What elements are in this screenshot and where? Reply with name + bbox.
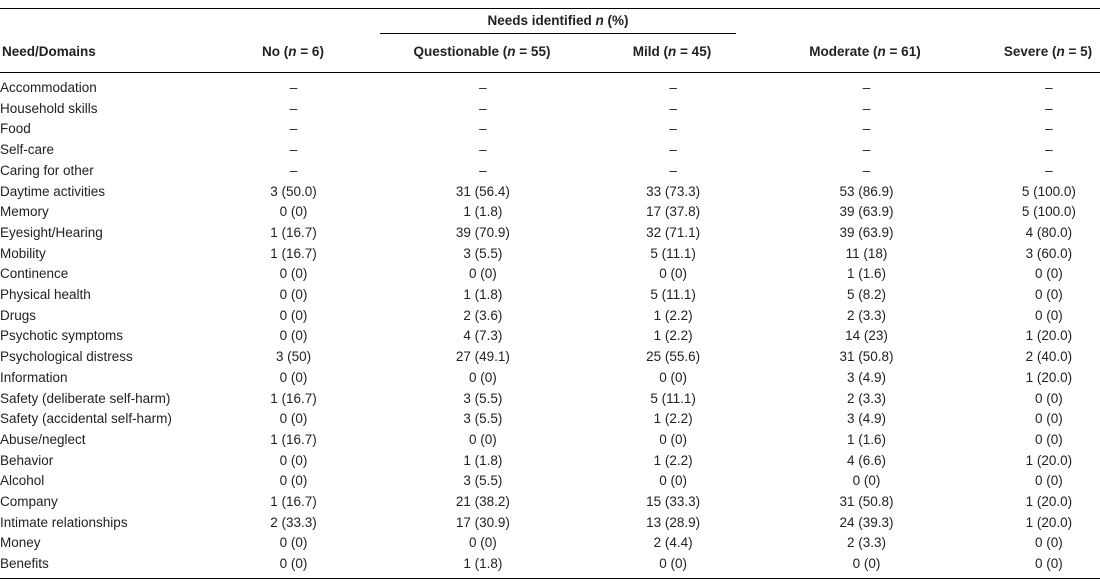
spacer-cell <box>743 513 791 534</box>
mild-cell: 15 (33.3) <box>646 494 701 510</box>
spacer-cell <box>942 264 998 285</box>
spacer-cell <box>573 368 603 389</box>
mild-cell: 0 (0) <box>659 431 688 447</box>
spacer-cell <box>743 492 791 513</box>
moderate-cell: – <box>862 142 871 158</box>
no-cell: 0 (0) <box>279 204 308 220</box>
severe-cell: – <box>1045 100 1053 116</box>
severe-cell: 1 (20.0) <box>1025 369 1073 385</box>
spacer-cell <box>942 202 998 223</box>
mild-cell: – <box>669 121 677 137</box>
spacer-cell <box>942 140 998 161</box>
spacer-cell <box>339 430 393 451</box>
mild-cell: 33 (73.3) <box>646 183 701 199</box>
mild-cell: 17 (37.8) <box>646 204 701 220</box>
no-cell: – <box>289 80 298 95</box>
questionable-cell: 0 (0) <box>468 535 497 551</box>
mild-cell: – <box>669 80 677 95</box>
moderate-cell: 3 (4.9) <box>846 369 887 385</box>
spacer-cell <box>573 202 603 223</box>
table-row <box>0 347 1100 368</box>
spacer-cell <box>339 244 393 265</box>
moderate-cell: 0 (0) <box>852 556 881 572</box>
spacer-cell <box>942 492 998 513</box>
moderate-cell: – <box>862 80 871 95</box>
severe-cell: 0 (0) <box>1034 411 1063 427</box>
column-header-n: n <box>507 44 516 59</box>
spacer-cell <box>743 244 791 265</box>
column-header-label: Questionable ( <box>413 44 508 59</box>
mild-cell: 13 (28.9) <box>646 514 701 530</box>
need-cell: Drugs <box>0 307 37 323</box>
severe-cell: – <box>1045 142 1053 158</box>
table-row <box>0 326 1100 347</box>
spacer-cell <box>743 285 791 306</box>
mild-cell: 0 (0) <box>659 473 688 489</box>
mild-cell: – <box>669 162 677 178</box>
spacer-cell <box>339 202 393 223</box>
severe-cell: 1 (20.0) <box>1025 328 1073 344</box>
questionable-cell: 21 (38.2) <box>455 494 510 510</box>
spacer-cell <box>339 389 393 410</box>
column-header-count: = 45) <box>676 44 712 59</box>
spacer-cell <box>942 285 998 306</box>
moderate-cell: 2 (3.3) <box>846 390 887 406</box>
need-cell: Alcohol <box>0 473 45 489</box>
mild-cell: 25 (55.6) <box>646 349 701 365</box>
need-cell: Household skills <box>0 100 98 116</box>
mild-cell: 1 (2.2) <box>653 307 693 323</box>
questionable-cell: 17 (30.9) <box>455 514 510 530</box>
table-row <box>0 368 1100 389</box>
column-header-count: = 55) <box>515 44 551 59</box>
column-header-need-domains <box>2 44 96 59</box>
table-row <box>0 119 1100 140</box>
span-header-text: Needs identified <box>487 13 596 28</box>
table-row <box>0 244 1100 265</box>
spacer-cell <box>339 451 393 472</box>
questionable-cell: 39 (70.9) <box>455 224 510 240</box>
spacer-cell <box>942 513 998 534</box>
spacer-cell <box>573 389 603 410</box>
severe-cell: 5 (100.0) <box>1021 183 1076 199</box>
table-top-rule <box>0 8 1100 9</box>
spacer-cell <box>942 347 998 368</box>
moderate-cell: 14 (23) <box>845 328 888 344</box>
need-cell: Eyesight/Hearing <box>0 224 103 240</box>
no-cell: – <box>289 162 298 178</box>
spacer-cell <box>339 182 393 203</box>
questionable-cell: 2 (3.6) <box>463 307 503 323</box>
spacer-cell <box>573 347 603 368</box>
spacer-cell <box>942 471 998 492</box>
spacer-cell <box>743 119 791 140</box>
needs-identified-rule <box>380 33 736 34</box>
table-row <box>0 182 1100 203</box>
need-cell: Behavior <box>0 452 54 468</box>
no-cell: 1 (16.7) <box>270 245 317 261</box>
severe-cell: 1 (20.0) <box>1025 514 1073 530</box>
severe-cell: 1 (20.0) <box>1025 452 1073 468</box>
mild-cell: 32 (71.1) <box>646 224 701 240</box>
spacer-cell <box>743 161 791 182</box>
questionable-cell: 0 (0) <box>468 369 497 385</box>
spacer-cell <box>339 471 393 492</box>
questionable-cell: 27 (49.1) <box>455 349 510 365</box>
table-body <box>0 78 1100 575</box>
span-header-italic: n <box>595 13 604 28</box>
need-cell: Abuse/neglect <box>0 431 86 447</box>
questionable-cell: 0 (0) <box>468 431 497 447</box>
questionable-cell: – <box>479 121 487 137</box>
column-header-label: Need/Domains <box>2 44 96 59</box>
spacer-cell <box>573 285 603 306</box>
column-header-label: No ( <box>262 44 289 59</box>
spacer-cell <box>339 368 393 389</box>
spacer-cell <box>573 182 603 203</box>
table-row <box>0 202 1100 223</box>
moderate-cell: 1 (1.6) <box>846 266 887 282</box>
moderate-cell: – <box>862 100 871 116</box>
need-cell: Continence <box>0 266 69 282</box>
need-cell: Benefits <box>0 556 49 572</box>
no-cell: 1 (16.7) <box>270 494 317 510</box>
no-cell: 1 (16.7) <box>270 224 317 240</box>
no-cell: 0 (0) <box>279 307 308 323</box>
no-cell: 0 (0) <box>279 452 308 468</box>
spacer-cell <box>743 99 791 120</box>
spacer-cell <box>573 161 603 182</box>
questionable-cell: 1 (1.8) <box>463 556 503 572</box>
spacer-cell <box>339 161 393 182</box>
moderate-cell: 31 (50.8) <box>839 494 894 510</box>
moderate-cell: 4 (6.6) <box>846 452 887 468</box>
spacer-cell <box>942 326 998 347</box>
table-row <box>0 409 1100 430</box>
spacer-cell <box>743 471 791 492</box>
spacer-cell <box>573 409 603 430</box>
table-row <box>0 285 1100 306</box>
need-cell: Psychological distress <box>0 349 133 365</box>
mild-cell: 0 (0) <box>659 556 688 572</box>
questionable-cell: 3 (5.5) <box>463 411 503 427</box>
questionable-cell: – <box>479 80 487 95</box>
spacer-cell <box>743 202 791 223</box>
spacer-cell <box>743 430 791 451</box>
column-header-label: Severe ( <box>1003 44 1057 59</box>
spacer-cell <box>743 368 791 389</box>
moderate-cell: 53 (86.9) <box>839 183 894 199</box>
moderate-cell: 0 (0) <box>852 473 881 489</box>
column-header-moderate <box>790 44 940 59</box>
mild-cell: 1 (2.2) <box>653 411 693 427</box>
mild-cell: 5 (11.1) <box>650 390 696 406</box>
no-cell: 2 (33.3) <box>270 514 317 530</box>
spacer-cell <box>573 78 603 99</box>
need-cell: Safety (accidental self-harm) <box>0 411 172 427</box>
spacer-cell <box>339 533 393 554</box>
column-header-label: Moderate ( <box>809 44 878 59</box>
mild-cell: – <box>669 142 677 158</box>
need-cell: Intimate relationships <box>0 514 128 530</box>
mild-cell: 2 (4.4) <box>653 535 693 551</box>
table-row <box>0 161 1100 182</box>
spacer-cell <box>573 244 603 265</box>
column-header-questionable <box>392 44 572 59</box>
need-cell: Psychotic symptoms <box>0 328 124 344</box>
spacer-cell <box>339 409 393 430</box>
questionable-cell: 1 (1.8) <box>463 204 503 220</box>
need-cell: Physical health <box>0 287 91 303</box>
table-row <box>0 264 1100 285</box>
no-cell: 0 (0) <box>279 556 308 572</box>
need-cell: Safety (deliberate self-harm) <box>0 390 171 406</box>
spacer-cell <box>743 326 791 347</box>
spacer-cell <box>743 451 791 472</box>
spacer-cell <box>573 140 603 161</box>
spacer-cell <box>339 264 393 285</box>
moderate-cell: 24 (39.3) <box>839 514 894 530</box>
table-row <box>0 513 1100 534</box>
no-cell: 0 (0) <box>279 287 308 303</box>
need-cell: Memory <box>0 204 49 220</box>
severe-cell: – <box>1045 121 1053 137</box>
spacer-cell <box>743 78 791 99</box>
questionable-cell: 0 (0) <box>468 266 497 282</box>
questionable-cell: 4 (7.3) <box>463 328 503 344</box>
spacer-cell <box>339 492 393 513</box>
spacer-cell <box>942 554 998 575</box>
moderate-cell: 2 (3.3) <box>846 535 887 551</box>
column-header-count: = 5) <box>1064 44 1093 59</box>
severe-cell: 2 (40.0) <box>1025 349 1073 365</box>
questionable-cell: – <box>479 100 487 116</box>
mild-cell: 5 (11.1) <box>650 245 696 261</box>
need-cell: Information <box>0 369 68 385</box>
spacer-cell <box>743 347 791 368</box>
table-row <box>0 554 1100 575</box>
spacer-cell <box>573 99 603 120</box>
spacer-cell <box>942 368 998 389</box>
spacer-cell <box>942 223 998 244</box>
need-cell: Daytime activities <box>0 183 106 199</box>
no-cell: 0 (0) <box>279 266 308 282</box>
needs-table <box>0 78 1100 575</box>
no-cell: 0 (0) <box>279 369 308 385</box>
spacer-cell <box>339 347 393 368</box>
table-row <box>0 471 1100 492</box>
spacer-cell <box>573 513 603 534</box>
moderate-cell: – <box>862 162 871 178</box>
severe-cell: 0 (0) <box>1034 473 1063 489</box>
table-row <box>0 533 1100 554</box>
table-row <box>0 223 1100 244</box>
no-cell: 0 (0) <box>279 328 308 344</box>
mild-cell: 5 (11.1) <box>650 287 696 303</box>
table-row <box>0 306 1100 327</box>
column-header-n: n <box>668 44 677 59</box>
moderate-cell: 5 (8.2) <box>846 287 887 303</box>
need-cell: Company <box>0 494 58 510</box>
severe-cell: – <box>1045 80 1053 95</box>
questionable-cell: 3 (5.5) <box>463 473 503 489</box>
table-row <box>0 78 1100 99</box>
spacer-cell <box>339 140 393 161</box>
spacer-cell <box>942 306 998 327</box>
need-cell: Mobility <box>0 245 46 261</box>
spacer-cell <box>942 119 998 140</box>
need-cell: Money <box>0 535 41 551</box>
column-header-count: = 61) <box>885 44 921 59</box>
mild-cell: – <box>669 100 677 116</box>
questionable-cell: 3 (5.5) <box>463 390 503 406</box>
no-cell: 0 (0) <box>279 411 308 427</box>
spacer-cell <box>339 326 393 347</box>
questionable-cell: 3 (5.5) <box>463 245 503 261</box>
spacer-cell <box>573 264 603 285</box>
no-cell: – <box>289 100 298 116</box>
severe-cell: – <box>1045 162 1053 178</box>
mild-cell: 0 (0) <box>659 369 688 385</box>
table-row <box>0 430 1100 451</box>
need-cell: Food <box>0 121 31 137</box>
spacer-cell <box>339 99 393 120</box>
spacer-cell <box>339 285 393 306</box>
moderate-cell: 3 (4.9) <box>846 411 887 427</box>
mild-cell: 1 (2.2) <box>653 328 693 344</box>
moderate-cell: 1 (1.6) <box>846 431 887 447</box>
spacer-cell <box>339 554 393 575</box>
table-row <box>0 140 1100 161</box>
spacer-cell <box>942 451 998 472</box>
column-header-label: Mild ( <box>632 44 669 59</box>
spacer-cell <box>339 78 393 99</box>
questionable-cell: 1 (1.8) <box>463 452 503 468</box>
no-cell: 3 (50.0) <box>270 183 317 199</box>
spacer-cell <box>743 306 791 327</box>
table-bottom-rule <box>0 578 1100 579</box>
spacer-cell <box>573 326 603 347</box>
spacer-cell <box>339 223 393 244</box>
table-row <box>0 99 1100 120</box>
spacer-cell <box>573 471 603 492</box>
spacer-cell <box>743 182 791 203</box>
span-header-suffix: (%) <box>603 13 629 28</box>
spacer-cell <box>942 409 998 430</box>
no-cell: 0 (0) <box>279 535 308 551</box>
column-header-severe <box>996 44 1100 59</box>
spacer-cell <box>573 533 603 554</box>
spacer-cell <box>743 389 791 410</box>
spacer-cell <box>942 244 998 265</box>
no-cell: 1 (16.7) <box>270 431 317 447</box>
moderate-cell: 39 (63.9) <box>839 224 894 240</box>
spacer-cell <box>339 513 393 534</box>
severe-cell: 1 (20.0) <box>1025 494 1073 510</box>
moderate-cell: 11 (18) <box>845 245 888 261</box>
spacer-cell <box>942 99 998 120</box>
column-header-n: n <box>1056 44 1065 59</box>
spacer-cell <box>743 140 791 161</box>
spacer-cell <box>743 223 791 244</box>
spacer-cell <box>942 430 998 451</box>
severe-cell: 3 (60.0) <box>1025 245 1073 261</box>
severe-cell: 0 (0) <box>1034 307 1063 323</box>
no-cell: 1 (16.7) <box>270 390 317 406</box>
severe-cell: 5 (100.0) <box>1021 204 1076 220</box>
severe-cell: 0 (0) <box>1034 287 1063 303</box>
no-cell: – <box>289 121 298 137</box>
spacer-cell <box>573 119 603 140</box>
spacer-cell <box>573 554 603 575</box>
spacer-cell <box>942 182 998 203</box>
questionable-cell: – <box>479 162 487 178</box>
table-row <box>0 451 1100 472</box>
spacer-cell <box>942 389 998 410</box>
severe-cell: 0 (0) <box>1034 266 1063 282</box>
column-header-n: n <box>877 44 886 59</box>
questionable-cell: 1 (1.8) <box>463 287 503 303</box>
mild-cell: 0 (0) <box>659 266 688 282</box>
spacer-cell <box>743 554 791 575</box>
spacer-cell <box>573 223 603 244</box>
moderate-cell: 39 (63.9) <box>839 204 894 220</box>
spacer-cell <box>339 306 393 327</box>
spacer-cell <box>743 533 791 554</box>
table-row <box>0 389 1100 410</box>
questionable-cell: – <box>479 142 487 158</box>
spacer-cell <box>942 161 998 182</box>
spacer-cell <box>942 533 998 554</box>
no-cell: 0 (0) <box>279 473 308 489</box>
spacer-cell <box>573 430 603 451</box>
need-cell: Self-care <box>0 142 55 158</box>
mild-cell: 1 (2.2) <box>653 452 693 468</box>
need-cell: Accommodation <box>0 80 97 95</box>
need-cell: Caring for other <box>0 162 94 178</box>
severe-cell: 0 (0) <box>1034 556 1063 572</box>
header-bottom-rule <box>0 72 1100 73</box>
spacer-cell <box>942 78 998 99</box>
spacer-cell <box>339 119 393 140</box>
column-header-mild <box>602 44 742 59</box>
moderate-cell: 31 (50.8) <box>839 349 894 365</box>
needs-identified-header <box>380 13 736 28</box>
moderate-cell: – <box>862 121 871 137</box>
no-cell: – <box>289 142 298 158</box>
questionable-cell: 31 (56.4) <box>455 183 510 199</box>
severe-cell: 4 (80.0) <box>1025 224 1073 240</box>
severe-cell: 0 (0) <box>1034 431 1063 447</box>
severe-cell: 0 (0) <box>1034 390 1063 406</box>
spacer-cell <box>743 409 791 430</box>
column-header-no <box>248 44 338 59</box>
table-row <box>0 492 1100 513</box>
spacer-cell <box>743 264 791 285</box>
spacer-cell <box>573 306 603 327</box>
spacer-cell <box>573 492 603 513</box>
column-header-n: n <box>288 44 297 59</box>
no-cell: 3 (50) <box>275 349 312 365</box>
column-header-count: = 6) <box>296 44 324 59</box>
spacer-cell <box>573 451 603 472</box>
moderate-cell: 2 (3.3) <box>846 307 887 323</box>
severe-cell: 0 (0) <box>1034 535 1063 551</box>
